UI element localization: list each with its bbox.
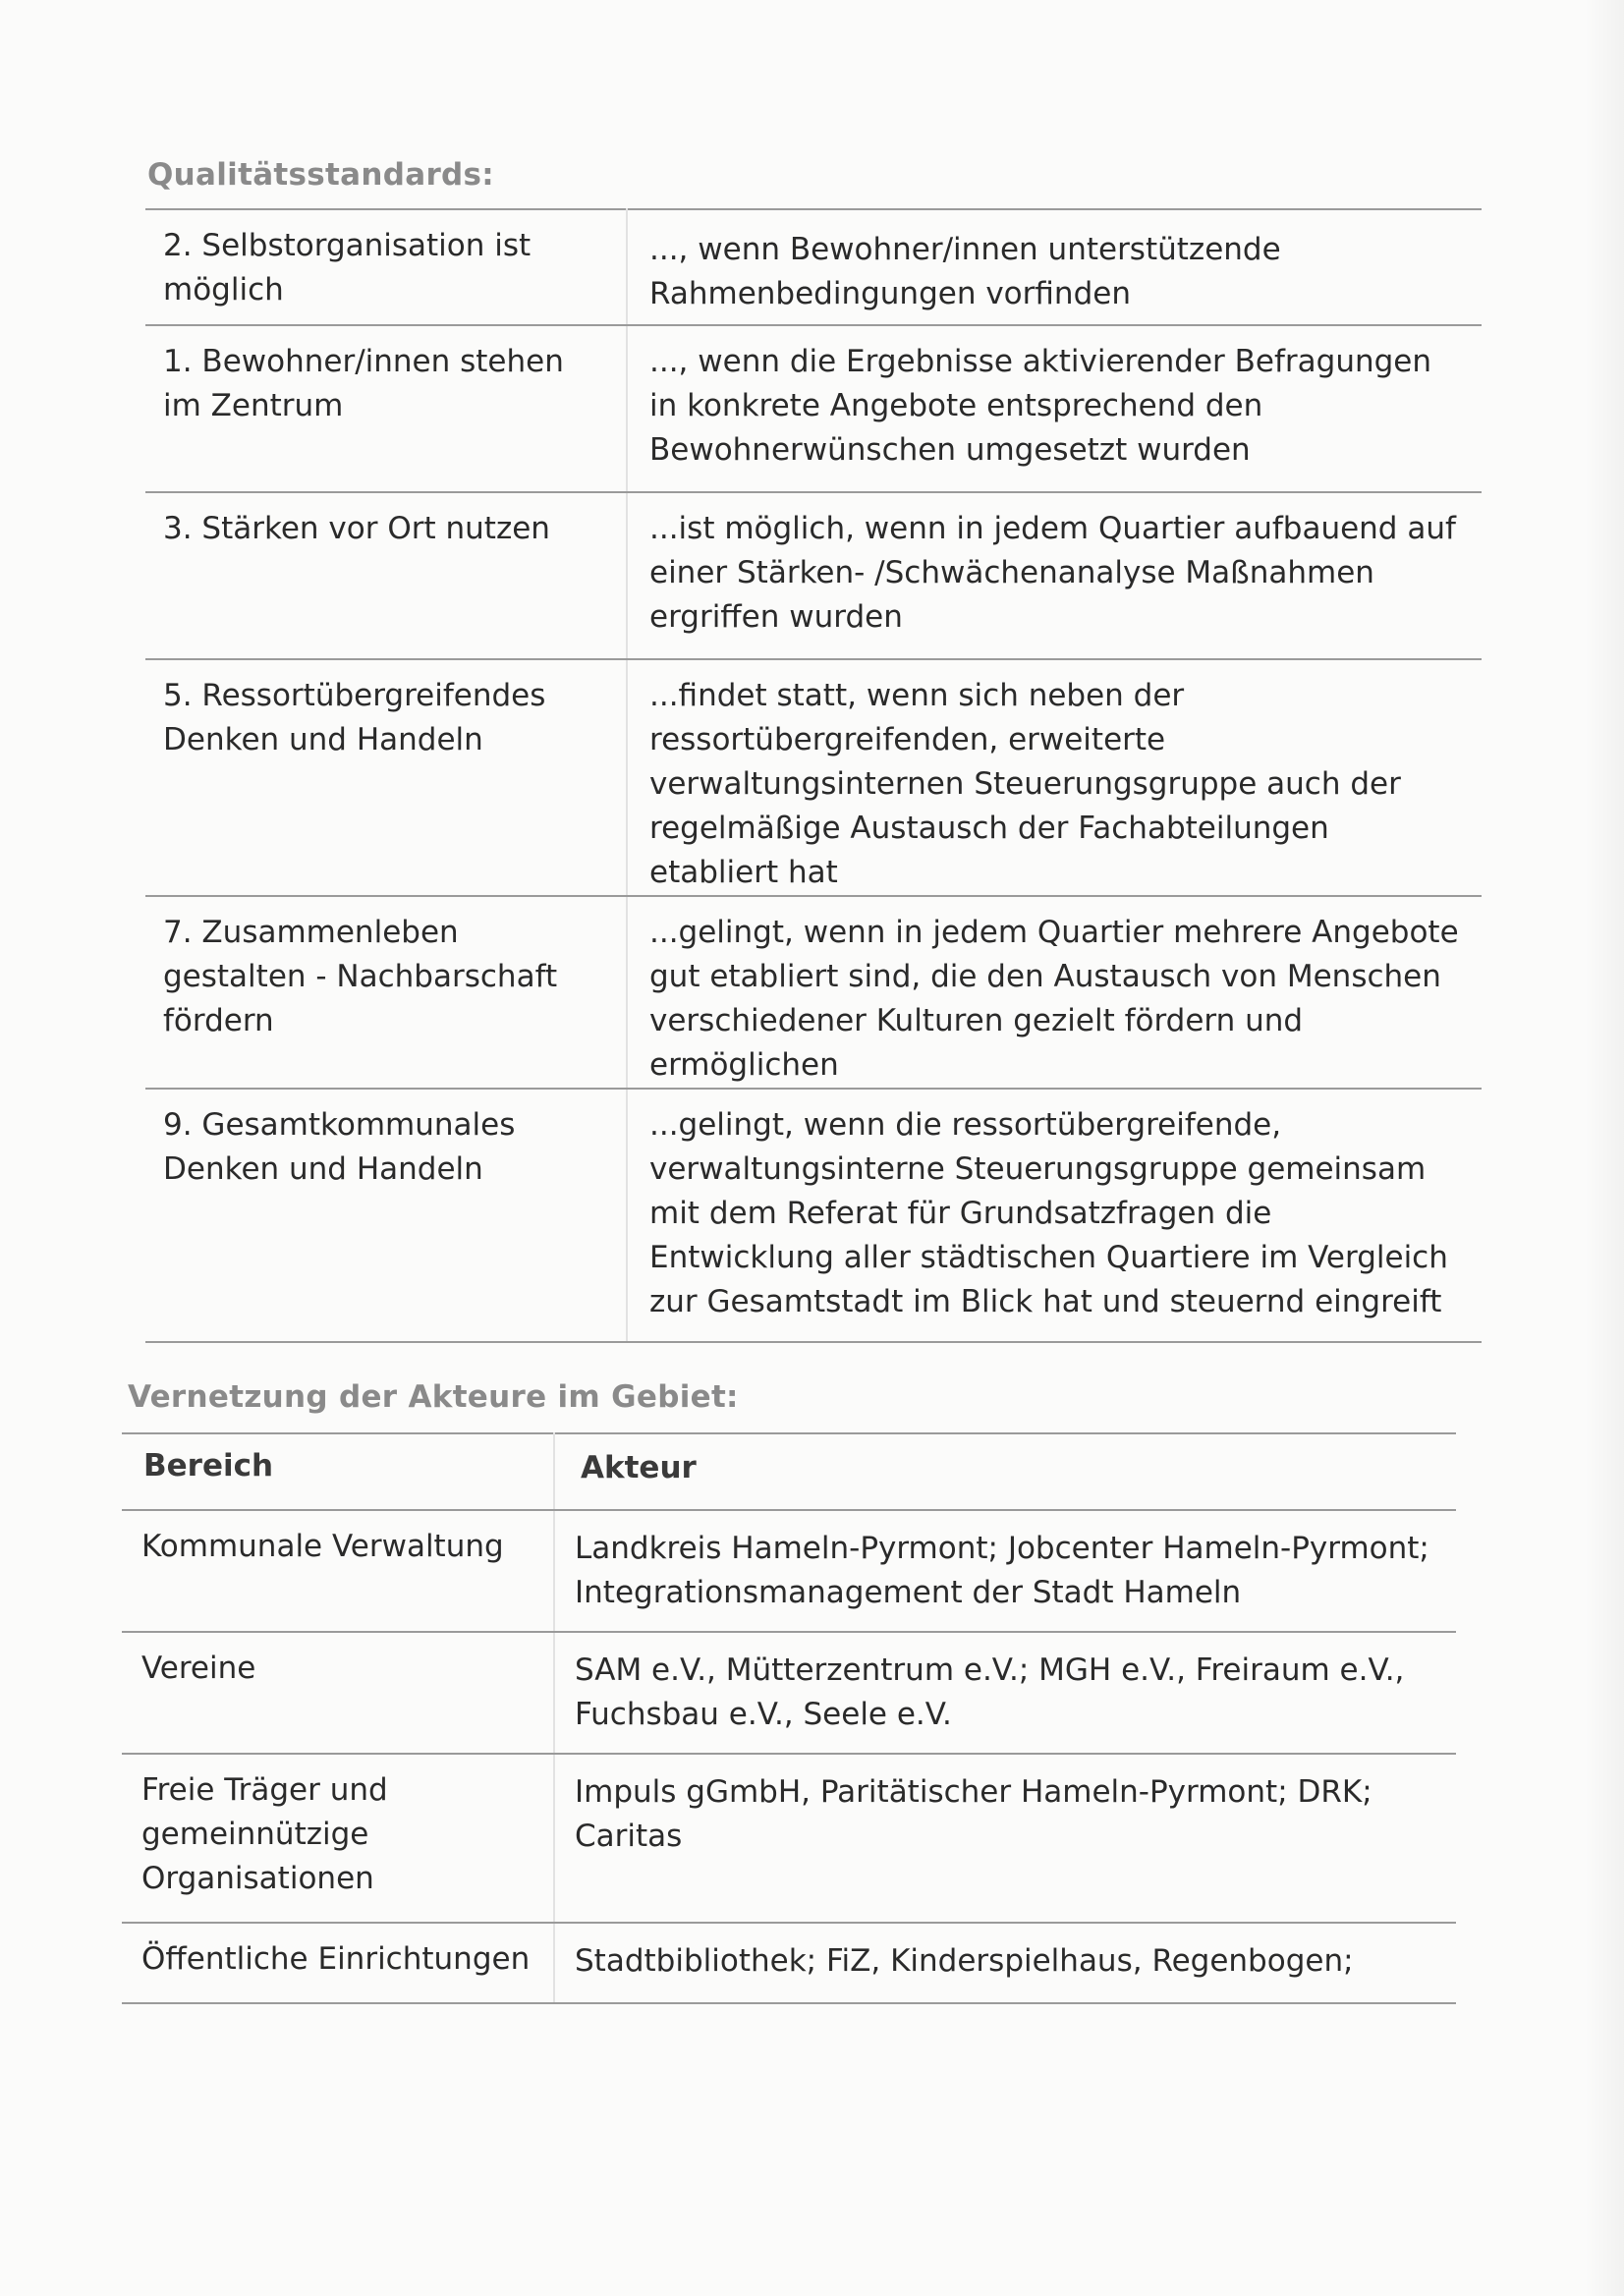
- table-row: [122, 1754, 1456, 1923]
- quality-standard-label: 3. Stärken vor Ort nutzen: [145, 492, 627, 659]
- quality-standard-description: ...gelingt, wenn in jedem Quartier mehrere Angebote gut etabliert sind, die den Austausch von Menschen verschiedener Kulturen gezielt fördern und ermöglichen: [627, 896, 1482, 1089]
- column-header-bereich: Bereich: [122, 1433, 554, 1510]
- quality-standard-description: ...gelingt, wenn die ressortübergreifende, verwaltungsinterne Steuerungsgruppe gemeinsam mit dem Referat für Grundsatzfragen die Entwicklung aller städtischen Quartiere im Vergleich zur Gesamtstadt im Blick hat und steuernd eingreift: [627, 1089, 1482, 1342]
- quality-standard-label: 2. Selbstorganisation ist möglich: [145, 209, 627, 325]
- table-row: [145, 1089, 1482, 1342]
- network-area: Öffentliche Einrichtungen: [122, 1923, 554, 2003]
- table-row: [145, 325, 1482, 492]
- table-row: [145, 209, 1482, 325]
- quality-standard-description: ..., wenn Bewohner/innen unterstützende Rahmenbedingungen vorfinden: [627, 209, 1482, 325]
- table-row: [122, 1510, 1456, 1632]
- quality-standard-label: 1. Bewohner/innen stehen im Zentrum: [145, 325, 627, 492]
- table-row: [145, 492, 1482, 659]
- quality-standard-description: ...findet statt, wenn sich neben der ressortübergreifenden, erweiterte verwaltungsinternen Steuerungsgruppe auch der regelmäßige Austausch der Fachabteilungen etabliert hat: [627, 659, 1482, 896]
- table-row: [145, 896, 1482, 1089]
- network-actors: Stadtbibliothek; FiZ, Kinderspielhaus, Regenbogen;: [554, 1923, 1456, 2003]
- network-area: Vereine: [122, 1632, 554, 1754]
- quality-standard-description: ...ist möglich, wenn in jedem Quartier aufbauend auf einer Stärken- /Schwächenanalyse Maßnahmen ergriffen wurden: [627, 492, 1482, 659]
- quality-standard-description: ..., wenn die Ergebnisse aktivierender Befragungen in konkrete Angebote entsprechend den Bewohnerwünschen umgesetzt wurden: [627, 325, 1482, 492]
- table-row: [145, 659, 1482, 896]
- quality-standard-label: 9. Gesamtkommunales Denken und Handeln: [145, 1089, 627, 1342]
- scan-edge-shadow: [1585, 0, 1624, 2296]
- quality-standards-heading: Qualitätsstandards:: [147, 157, 494, 193]
- network-area: Kommunale Verwaltung: [122, 1510, 554, 1632]
- network-actors: Landkreis Hameln-Pyrmont; Jobcenter Hameln-Pyrmont; Integrationsmanagement der Stadt Hameln: [554, 1510, 1456, 1632]
- quality-standard-label: 5. Ressortübergreifendes Denken und Handeln: [145, 659, 627, 896]
- network-actors: Impuls gGmbH, Paritätischer Hameln-Pyrmont; DRK; Caritas: [554, 1754, 1456, 1923]
- quality-standards-table: [145, 208, 1482, 1343]
- quality-standard-label: 7. Zusammenleben gestalten - Nachbarschaft fördern: [145, 896, 627, 1089]
- table-row: [122, 1923, 1456, 2003]
- network-actors: SAM e.V., Mütterzentrum e.V.; MGH e.V., Freiraum e.V., Fuchsbau e.V., Seele e.V.: [554, 1632, 1456, 1754]
- network-heading: Vernetzung der Akteure im Gebiet:: [128, 1379, 739, 1415]
- table-row: [122, 1632, 1456, 1754]
- table-header-row: [122, 1433, 1456, 1510]
- network-table: [122, 1432, 1456, 2004]
- column-header-akteur: Akteur: [554, 1433, 1456, 1510]
- network-area: Freie Träger und gemeinnützige Organisationen: [122, 1754, 554, 1923]
